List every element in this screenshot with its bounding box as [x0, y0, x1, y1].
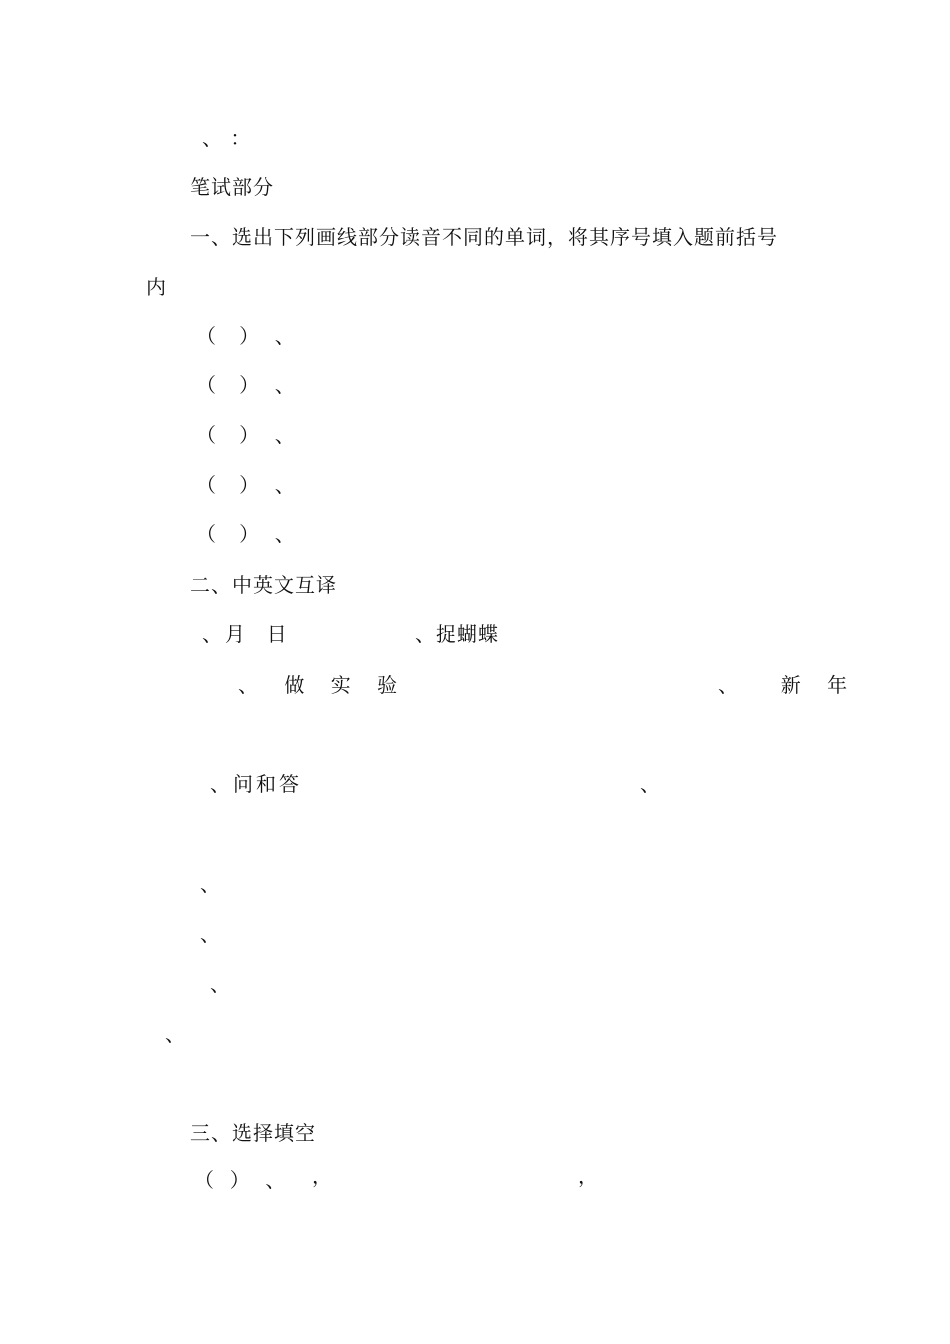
q2-item: 、 做 实 验 — [238, 673, 408, 697]
q1-instruction-continued: 内 — [146, 275, 167, 299]
q3-heading: 三、选择填空 — [190, 1121, 316, 1145]
q1-item: （ ） 、 — [196, 373, 296, 397]
q2-item: 、月 日 — [202, 622, 290, 646]
q2-item: 、 新 年 — [718, 673, 858, 697]
q2-item: 、问和答 — [210, 772, 302, 796]
q3-item: （ ） 、 — [194, 1168, 287, 1192]
q3-comma: ， — [578, 1164, 599, 1188]
q2-item: 、 — [640, 772, 661, 796]
q1-item: （ ） 、 — [196, 473, 296, 497]
q2-item: 、 — [200, 872, 221, 896]
q3-comma: ， — [312, 1164, 333, 1188]
q2-item: 、 — [210, 972, 231, 996]
q2-item: 、捉蝴蝶 — [415, 622, 499, 646]
q1-instruction: 一、选出下列画线部分读音不同的单词，将其序号填入题前括号 — [190, 225, 778, 249]
q2-item: 、 — [165, 1022, 186, 1046]
q2-item: 、 — [200, 922, 221, 946]
q1-item: （ ） 、 — [196, 324, 296, 348]
section-written-heading: 笔试部分 — [190, 175, 274, 199]
q2-heading: 二、中英文互译 — [190, 573, 337, 597]
q1-item: （ ） 、 — [196, 522, 296, 546]
header-marks: 、 ： — [202, 126, 252, 150]
q1-item: （ ） 、 — [196, 423, 296, 447]
